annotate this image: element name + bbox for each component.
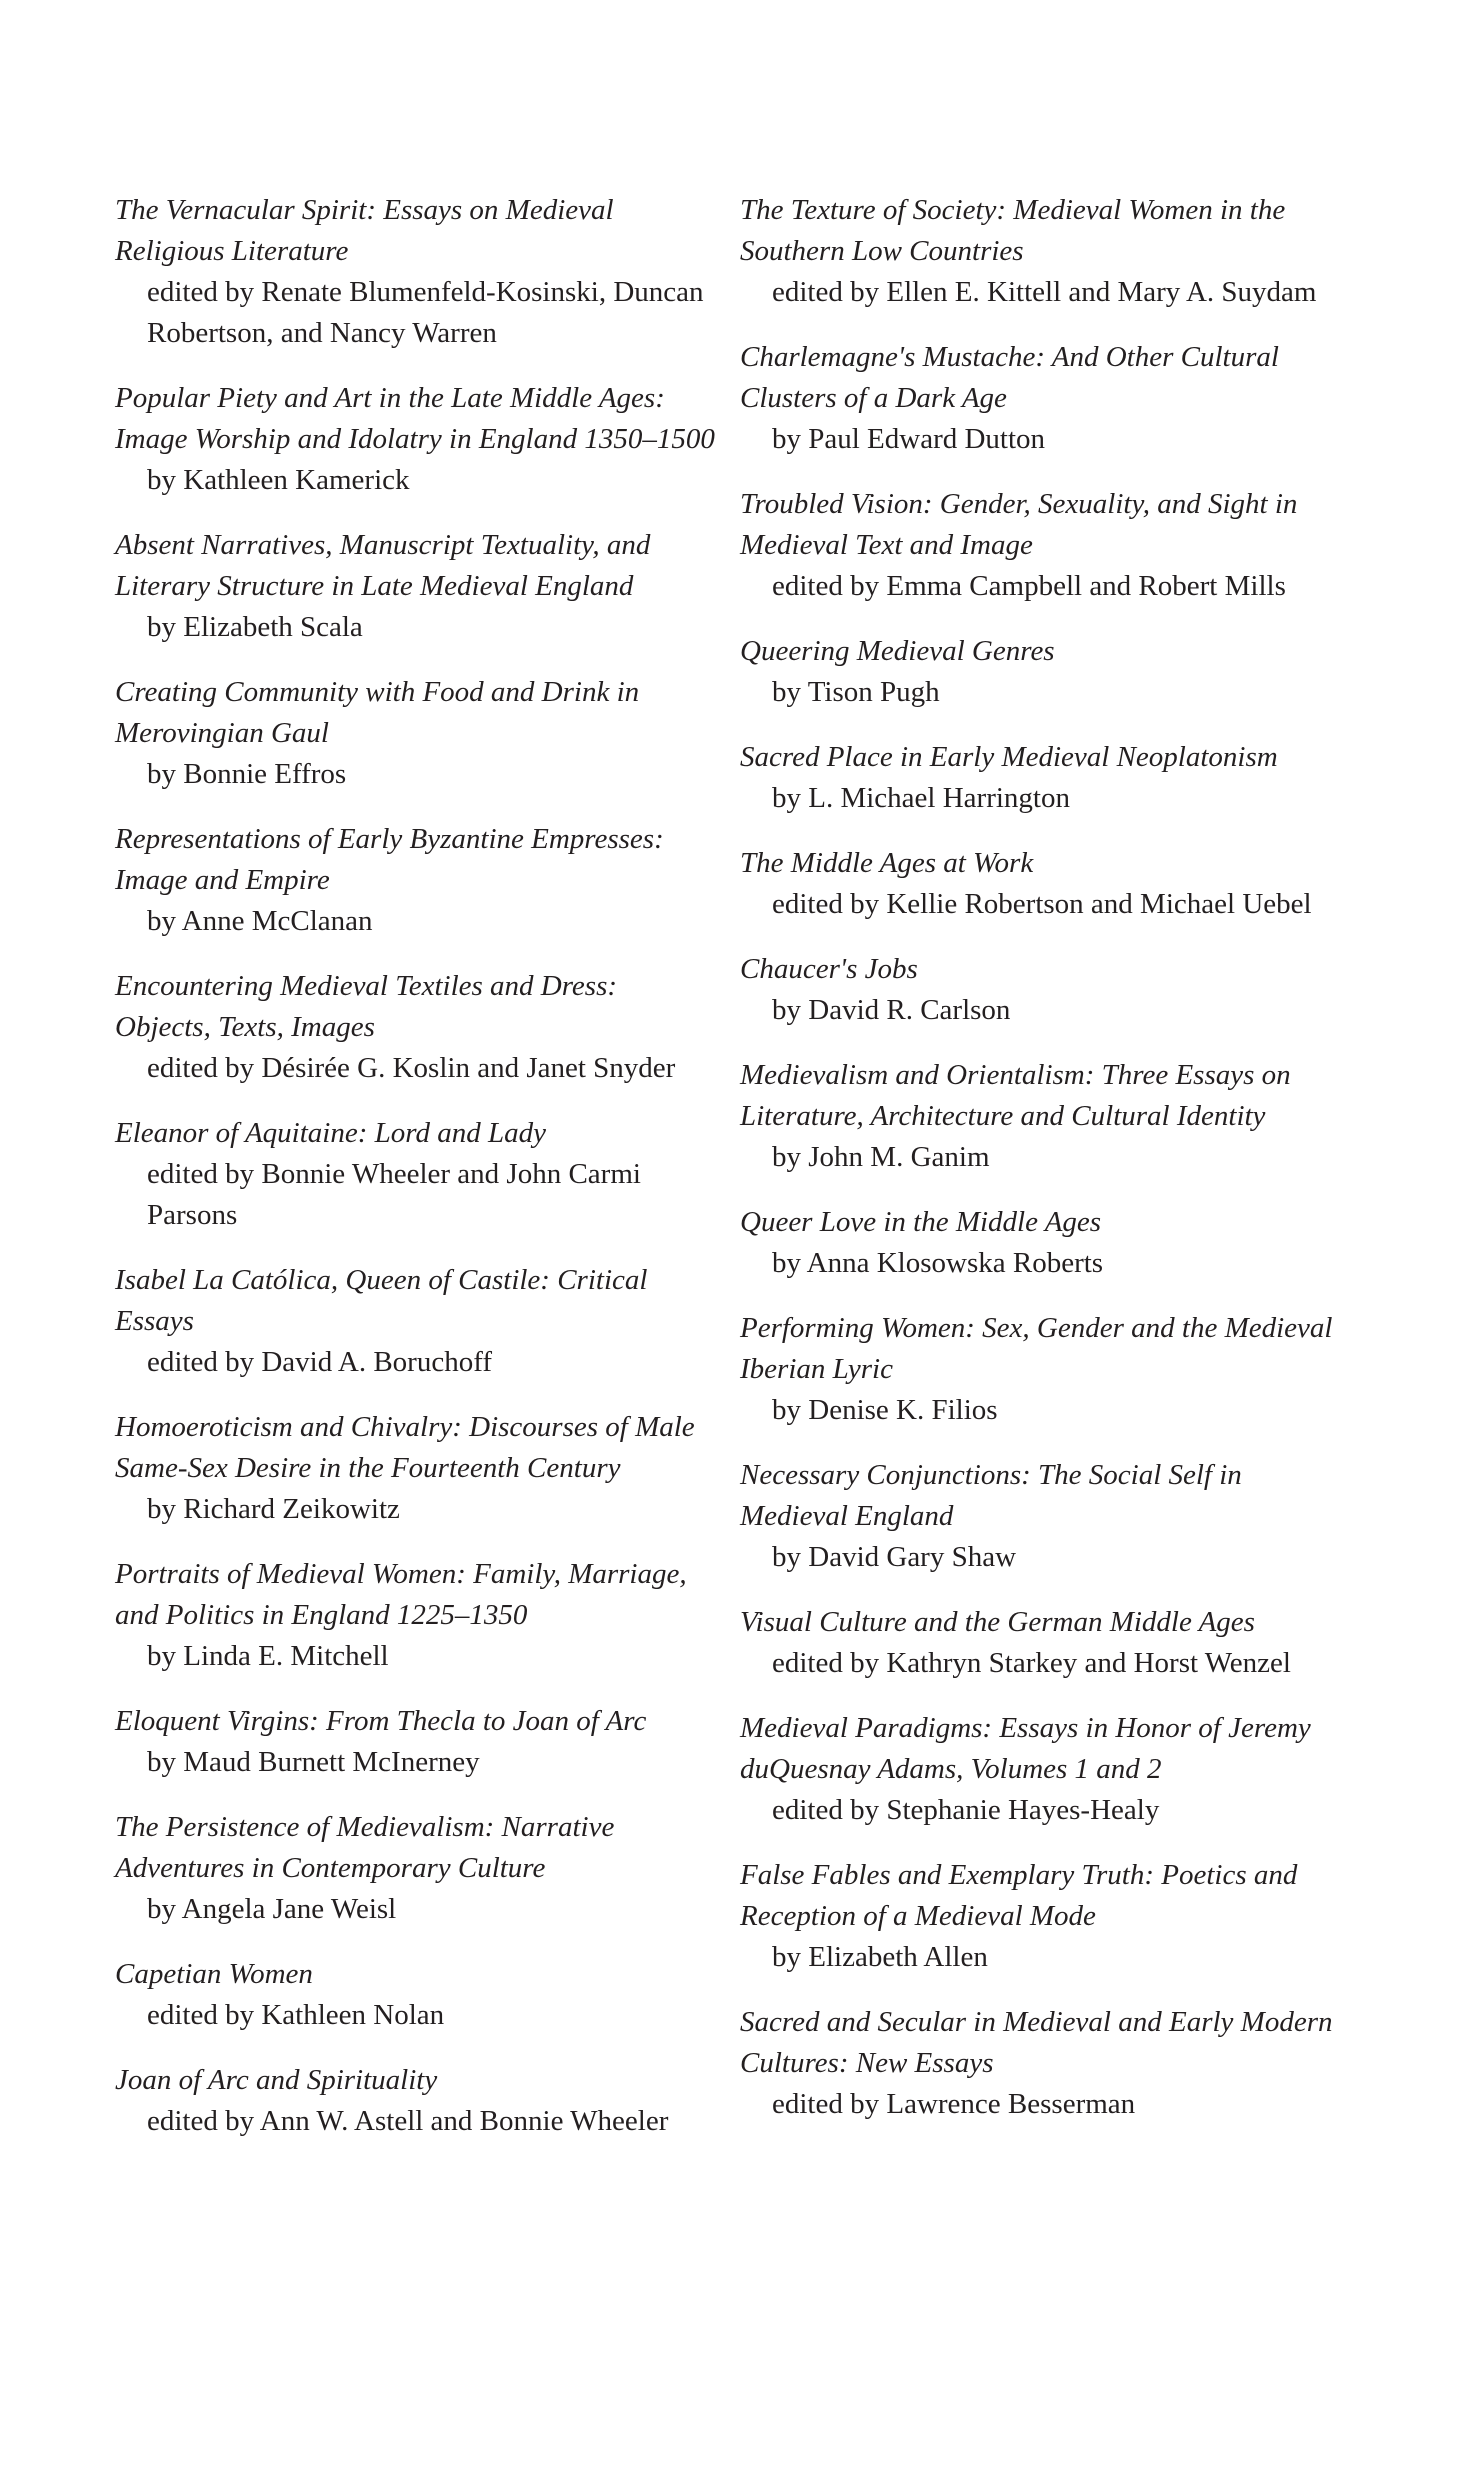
book-credit: edited by Ellen E. Kittell and Mary A. Suydam [772, 276, 1317, 308]
book-title: The Persistence of Medievalism: Narrative Adventures in Contemporary Culture [115, 1811, 615, 1884]
book-title: Eloquent Virgins: From Thecla to Joan of Arc [115, 1705, 647, 1737]
book-credit: by L. Michael Harrington [772, 782, 1070, 814]
book-credit: by Angela Jane Weisl [147, 1893, 397, 1925]
book-entry [115, 672, 715, 795]
book-credit: by Paul Edward Dutton [772, 423, 1046, 455]
book-credit: by Linda E. Mitchell [147, 1640, 389, 1672]
book-entry [740, 631, 1340, 713]
book-list-page [115, 190, 1355, 2390]
book-entry [115, 190, 715, 354]
book-title: Capetian Women [115, 1958, 313, 1990]
book-credit: by Kathleen Kamerick [147, 464, 410, 496]
book-entry [740, 1055, 1340, 1178]
book-credit: edited by Bonnie Wheeler and John Carmi Parsons [147, 1158, 641, 1231]
book-title: Popular Piety and Art in the Late Middle Ages: Image Worship and Idolatry in England 1350–1500 [115, 382, 715, 455]
book-entry [740, 843, 1340, 925]
book-title: Encountering Medieval Textiles and Dress: Objects, Texts, Images [115, 970, 618, 1043]
book-title: Queering Medieval Genres [740, 635, 1055, 667]
book-credit: by Elizabeth Scala [147, 611, 363, 643]
book-credit: edited by Stephanie Hayes-Healy [772, 1794, 1160, 1826]
book-entry [115, 1954, 715, 2036]
book-entry [740, 1202, 1340, 1284]
book-credit: by David R. Carlson [772, 994, 1011, 1026]
book-title: Charlemagne's Mustache: And Other Cultural Clusters of a Dark Age [740, 341, 1279, 414]
book-title: Portraits of Medieval Women: Family, Marriage, and Politics in England 1225–1350 [115, 1558, 687, 1631]
book-credit: edited by Kathryn Starkey and Horst Wenzel [772, 1647, 1291, 1679]
book-credit: by Elizabeth Allen [772, 1941, 988, 1973]
book-entry [115, 1807, 715, 1930]
right-column [740, 190, 1340, 2149]
book-credit: edited by Kellie Robertson and Michael Uebel [772, 888, 1312, 920]
book-credit: edited by Renate Blumenfeld-Kosinski, Duncan Robertson, and Nancy Warren [147, 276, 704, 349]
book-credit: edited by Emma Campbell and Robert Mills [772, 570, 1286, 602]
book-entry [115, 378, 715, 501]
book-entry [740, 1455, 1340, 1578]
book-entry [740, 949, 1340, 1031]
book-entry [115, 2060, 715, 2142]
book-credit: by Maud Burnett McInerney [147, 1746, 480, 1778]
book-credit: by Anne McClanan [147, 905, 373, 937]
book-entry [115, 819, 715, 942]
book-entry [115, 1407, 715, 1530]
book-credit: by John M. Ganim [772, 1141, 990, 1173]
book-entry [740, 1855, 1340, 1978]
left-column [115, 190, 715, 2166]
book-title: Performing Women: Sex, Gender and the Medieval Iberian Lyric [740, 1312, 1333, 1385]
book-title: Queer Love in the Middle Ages [740, 1206, 1102, 1238]
book-title: The Vernacular Spirit: Essays on Medieval Religious Literature [115, 194, 614, 267]
book-title: Visual Culture and the German Middle Ages [740, 1606, 1255, 1638]
book-title: Absent Narratives, Manuscript Textuality, and Literary Structure in Late Medieval England [115, 529, 651, 602]
book-title: Chaucer's Jobs [740, 953, 918, 985]
book-credit: edited by Ann W. Astell and Bonnie Wheeler [147, 2105, 669, 2137]
book-entry [740, 190, 1340, 313]
book-entry [740, 484, 1340, 607]
book-title: Troubled Vision: Gender, Sexuality, and Sight in Medieval Text and Image [740, 488, 1298, 561]
book-entry [115, 1701, 715, 1783]
book-title: Creating Community with Food and Drink in Merovingian Gaul [115, 676, 640, 749]
book-title: Isabel La Católica, Queen of Castile: Critical Essays [115, 1264, 648, 1337]
book-entry [115, 966, 715, 1089]
book-entry [115, 1113, 715, 1236]
book-credit: by David Gary Shaw [772, 1541, 1017, 1573]
book-credit: edited by Lawrence Besserman [772, 2088, 1136, 2120]
book-title: Representations of Early Byzantine Empresses: Image and Empire [115, 823, 664, 896]
book-entry [115, 1260, 715, 1383]
book-title: Medievalism and Orientalism: Three Essays on Literature, Architecture and Cultural Identity [740, 1059, 1291, 1132]
book-entry [740, 2002, 1340, 2125]
book-title: Sacred Place in Early Medieval Neoplatonism [740, 741, 1278, 773]
book-entry [115, 525, 715, 648]
book-title: Sacred and Secular in Medieval and Early Modern Cultures: New Essays [740, 2006, 1333, 2079]
book-title: Medieval Paradigms: Essays in Honor of Jeremy duQuesnay Adams, Volumes 1 and 2 [740, 1712, 1311, 1785]
book-title: Joan of Arc and Spirituality [115, 2064, 438, 2096]
book-title: Homoeroticism and Chivalry: Discourses of Male Same-Sex Desire in the Fourteenth Century [115, 1411, 695, 1484]
book-entry [115, 1554, 715, 1677]
book-credit: edited by Désirée G. Koslin and Janet Snyder [147, 1052, 676, 1084]
book-title: Necessary Conjunctions: The Social Self in Medieval England [740, 1459, 1242, 1532]
book-title: Eleanor of Aquitaine: Lord and Lady [115, 1117, 546, 1149]
book-title: The Texture of Society: Medieval Women in the Southern Low Countries [740, 194, 1286, 267]
book-entry [740, 337, 1340, 460]
book-credit: by Tison Pugh [772, 676, 940, 708]
book-credit: edited by Kathleen Nolan [147, 1999, 445, 2031]
book-entry [740, 1602, 1340, 1684]
book-entry [740, 737, 1340, 819]
book-entry [740, 1708, 1340, 1831]
book-title: False Fables and Exemplary Truth: Poetics and Reception of a Medieval Mode [740, 1859, 1298, 1932]
book-credit: edited by David A. Boruchoff [147, 1346, 492, 1378]
book-title: The Middle Ages at Work [740, 847, 1034, 879]
book-entry [740, 1308, 1340, 1431]
book-credit: by Denise K. Filios [772, 1394, 998, 1426]
book-credit: by Bonnie Effros [147, 758, 347, 790]
book-credit: by Richard Zeikowitz [147, 1493, 400, 1525]
book-credit: by Anna Klosowska Roberts [772, 1247, 1104, 1279]
